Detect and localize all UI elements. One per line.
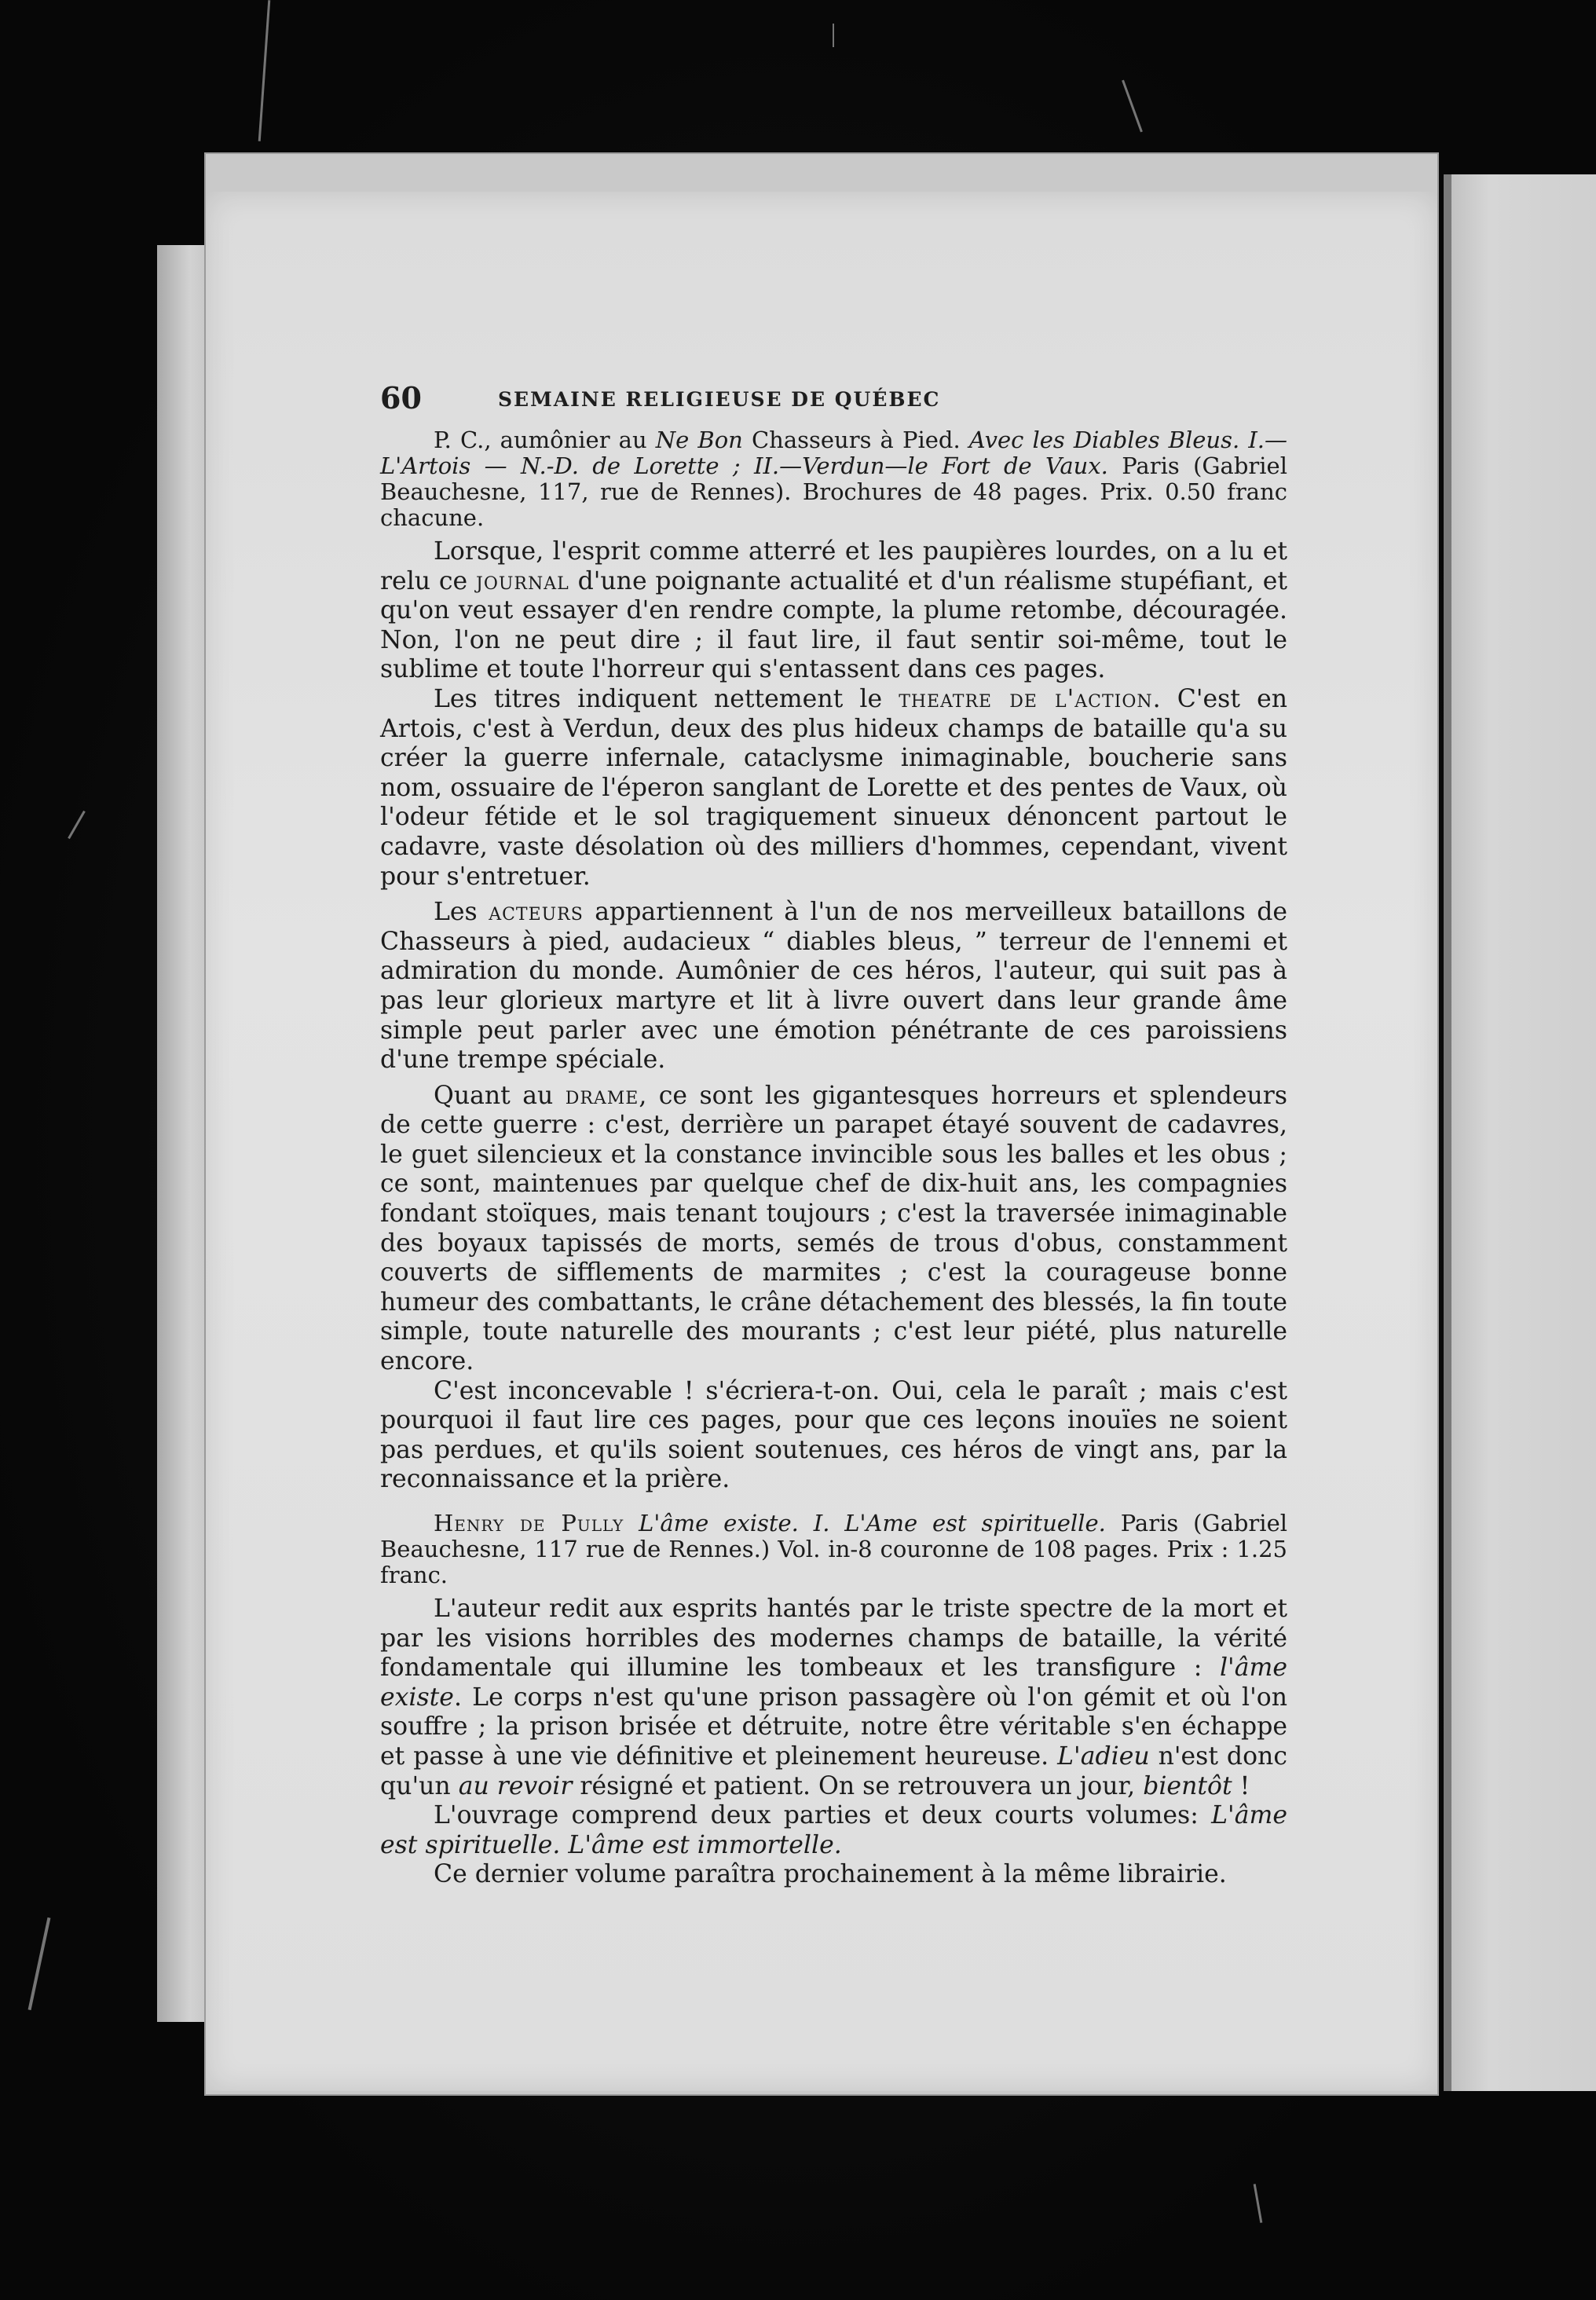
italic-term: l'âme existe xyxy=(380,1654,1287,1712)
film-scratch xyxy=(833,24,834,47)
paragraph xyxy=(380,1801,1287,1860)
page-number: 60 xyxy=(380,380,422,416)
paragraph-text: L'ouvrage comprend deux parties et deux courts volumes: xyxy=(434,1801,1212,1830)
citation-title: Avec les Diables Bleus. I.— L'Artois — N.-D. de Lorette ; II.—Verdun—le Fort de Vaux. xyxy=(380,427,1287,479)
italic-term: L'adieu xyxy=(1057,1741,1150,1771)
paragraph-text: appartiennent à l'un de nos merveilleux bataillons de Chasseurs à pied, audacieux “ diables bleus, ” terreur de l'ennemi et admiration du monde. Aumônier de ces héros, l'auteur, qui suit pas à pas leur glorieux martyre et lit à livre ouvert dans leur grande âme simple peut parler avec une émotion pénétrante de ces paroissiens d'une trempe spéciale. xyxy=(380,898,1287,1075)
paragraph: C'est inconcevable ! s'écriera-t-on. Oui, cela le paraît ; mais c'est pourquoi il faut lire ces pages, pour que ces leçons inouïes ne soient pas perdues, et qu'ils soient soutenues, ces héros de vingt ans, par la reconnaissance et la prière. xyxy=(380,1376,1287,1494)
paragraph xyxy=(380,685,1287,892)
paragraph-text: ! xyxy=(1232,1771,1250,1800)
paragraph-text: Les titres indiquent nettement le xyxy=(434,684,899,713)
italic-term: au revoir xyxy=(458,1771,573,1800)
small-caps-term: drame xyxy=(565,1081,639,1110)
small-caps-term: theatre de l'action xyxy=(899,684,1153,713)
paragraph xyxy=(380,898,1287,1075)
paragraph-text: . C'est en Artois, c'est à Verdun, deux des plus hideux champs de bataille qu'a su créer la guerre infernale, cataclysme inimaginable, boucherie sans nom, ossuaire de l'éperon sanglant de Lorette et des pentes de Vaux, où l'odeur fétide et le sol tragiquement sinueux dénoncent partout le cadavre, vaste désolation où des milliers d'hommes, cependant, vivent pour s'entretuer. xyxy=(380,684,1288,891)
book-page xyxy=(206,192,1437,2091)
paragraph-text: L'auteur redit aux esprits hantés par le triste spectre de la mort et par les visions horribles des modernes champs de bataille, la vérité fondamentale qui illumine les tombeaux et les transfigure : xyxy=(380,1595,1287,1683)
page-header xyxy=(380,380,1283,419)
adjacent-page-edge xyxy=(1444,174,1451,2091)
review-citation xyxy=(380,427,1287,531)
adjacent-page xyxy=(1444,174,1596,2091)
review-citation xyxy=(380,1511,1287,1588)
paragraph-text: . Le corps n'est qu'une prison passagère où l'on gémit et où l'on souffre ; la prison brisée et détruite, notre être véritable s'en échappe et passe à une vie définitive et pleinement heureuse. xyxy=(380,1683,1287,1771)
text-block xyxy=(380,427,1287,1890)
paragraph xyxy=(380,537,1287,685)
running-head: SEMAINE RELIGIEUSE DE QUÉBEC xyxy=(498,388,941,411)
paragraph-text: n'est donc qu'un xyxy=(380,1741,1287,1800)
citation-unit-rest: Chasseurs à Pied. xyxy=(742,427,969,453)
page-stack-edge xyxy=(157,245,212,2022)
citation-author: P. C., aumônier au xyxy=(434,427,656,453)
small-caps-term: journal xyxy=(476,566,569,595)
small-caps-term: acteurs xyxy=(489,898,584,927)
italic-term: L'âme est spirituelle. L'âme est immortelle. xyxy=(380,1801,1287,1859)
citation-publisher: Paris (Gabriel Beauchesne, 117 rue de Rennes.) Vol. in-8 couronne de 108 pages. Prix : 1.25 franc. xyxy=(380,1510,1288,1588)
italic-term: bientôt xyxy=(1143,1771,1232,1800)
paragraph-text: Les xyxy=(434,898,489,927)
paragraph: Ce dernier volume paraîtra prochainement à la même librairie. xyxy=(434,1860,1227,1889)
paragraph-text: Quant au xyxy=(434,1081,566,1110)
paragraph xyxy=(380,1082,1287,1377)
citation-unit: Ne Bon xyxy=(655,427,743,453)
paragraph-text: d'une poignante actualité et d'un réalisme stupéfiant, et qu'on veut essayer d'en rendre compte, la plume retombe, découragée. Non, l'on ne peut dire ; il faut lire, il faut sentir soi-même, tout le sublime et toute l'horreur qui s'entassent dans ces pages. xyxy=(380,566,1288,684)
citation-author: Henry de Pully xyxy=(434,1510,624,1536)
paragraph xyxy=(380,1595,1287,1801)
citation-publisher: Paris (Gabriel Beauchesne, 117, rue de Rennes). Brochures de 48 pages. Prix. 0.50 franc chacune. xyxy=(380,452,1287,531)
paragraph-text: Lorsque, l'esprit comme atterré et les paupières lourdes, on a lu et relu ce xyxy=(380,537,1287,595)
paragraph-text: résigné et patient. On se retrouvera un jour, xyxy=(572,1771,1144,1800)
citation-title: L'âme existe. I. L'Ame est spirituelle. xyxy=(624,1510,1106,1536)
paragraph-text: , ce sont les gigantesques horreurs et splendeurs de cette guerre : c'est, derrière un parapet étayé souvent de cadavres, le guet silencieux et la constance invincible sous les balles et les obus ; ce sont, maintenues par quelque chef de dix-huit ans, les compagnies fondant stoïques, mais tenant toujours ; c'est la traversée inimaginable des boyaux tapissés de morts, semés de trous d'obus, constamment couverts de sifflements de marmites ; c'est la courageuse bonne humeur des combattants, le crâne détachement des blessés, la fin toute simple, toute naturelle des mourants ; c'est leur piété, plus naturelle encore. xyxy=(380,1081,1287,1376)
